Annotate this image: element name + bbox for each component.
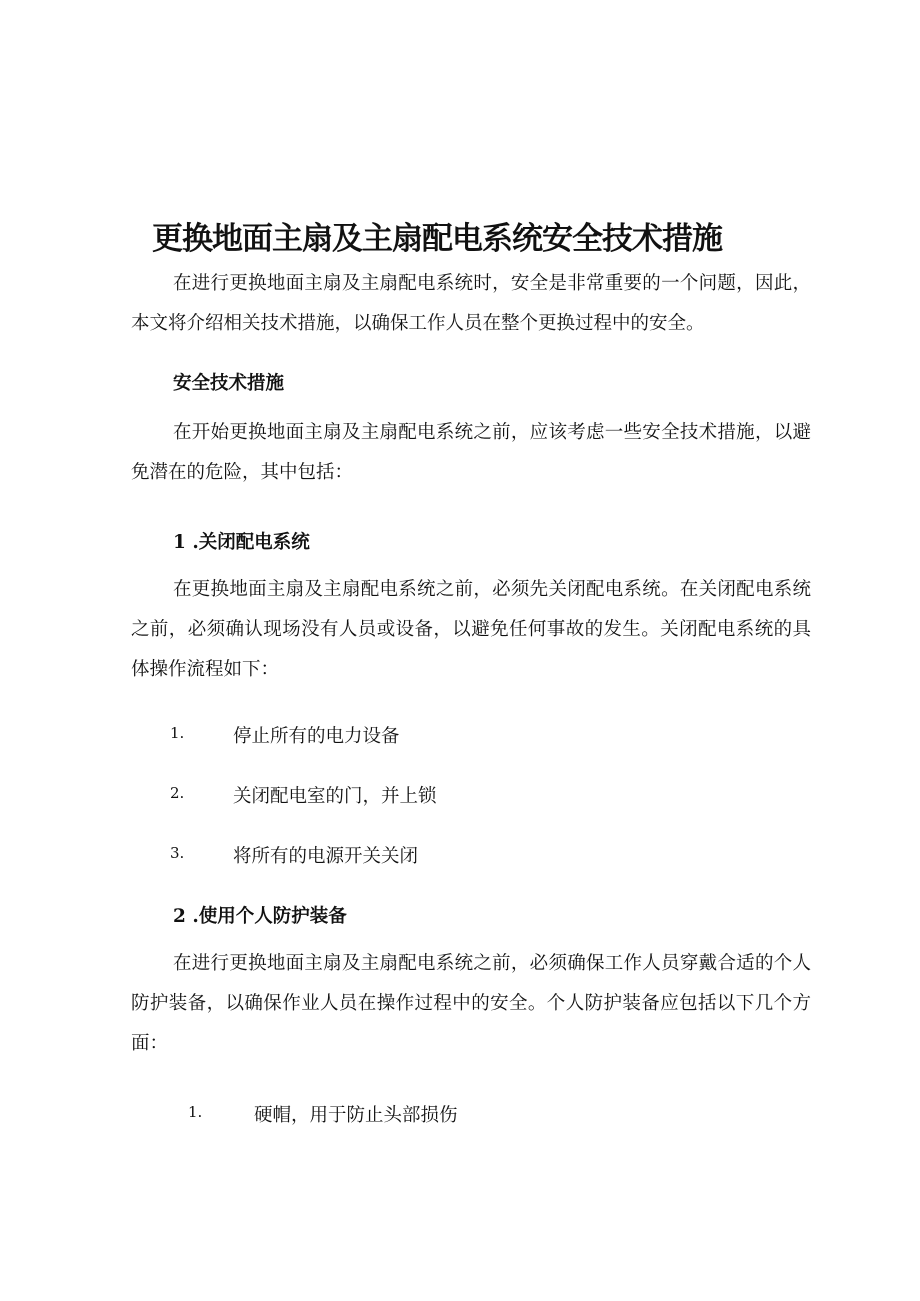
subsection-body-2: 在进行更换地面主扇及主扇配电系统之前，必须确保工作人员穿戴合适的个人防护装备，以确保作业人员在操作过程中的安全。个人防护装备应包括以下几个方面：	[131, 953, 811, 1054]
subsection-heading-1: 1 .关闭配电系统	[173, 532, 310, 553]
list-number: 1.	[188, 1103, 203, 1121]
list-text: 硬帽，用于防止头部损伤	[254, 1105, 458, 1126]
list-number: 3.	[170, 844, 185, 862]
section-intro-paragraph: 在开始更换地面主扇及主扇配电系统之前，应该考虑一些安全技术措施，以避免潜在的危险，其中包括：	[131, 422, 811, 483]
subsection-heading-2: 2 .使用个人防护装备	[173, 906, 347, 927]
list-text: 将所有的电源开关关闭	[233, 846, 419, 867]
subsection-body-1: 在更换地面主扇及主扇配电系统之前，必须先关闭配电系统。在关闭配电系统之前，必须确认现场没有人员或设备，以避免任何事故的发生。关闭配电系统的具体操作流程如下：	[131, 579, 811, 680]
list-number: 2.	[170, 784, 185, 802]
section-heading: 安全技术措施	[173, 373, 285, 394]
list-number: 1.	[170, 724, 185, 742]
list-text: 关闭配电室的门，并上锁	[233, 786, 437, 807]
list-text: 停止所有的电力设备	[233, 726, 400, 747]
document-title: 更换地面主扇及主扇配电系统安全技术措施	[152, 221, 722, 257]
intro-paragraph: 在进行更换地面主扇及主扇配电系统时，安全是非常重要的一个问题，因此，本文将介绍相关技术措施，以确保工作人员在整个更换过程中的安全。	[131, 273, 811, 334]
